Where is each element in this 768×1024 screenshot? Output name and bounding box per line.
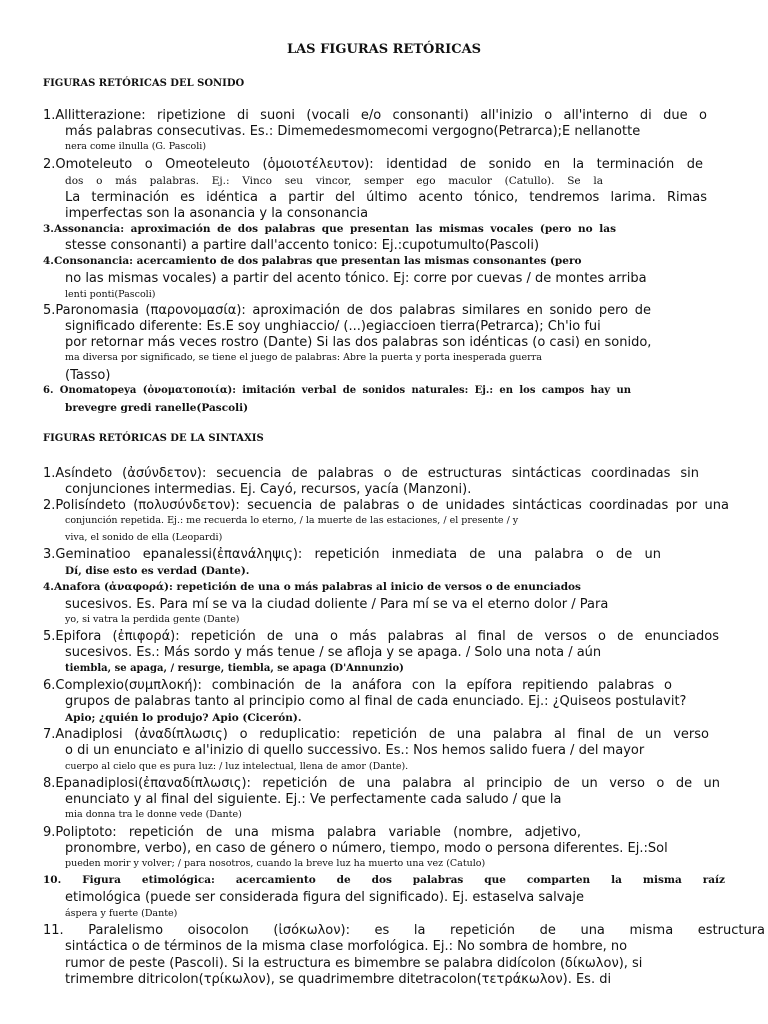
text-line: 4.Consonancia: acercamiento de dos palabras que presentan las mismas consonantes (pero bbox=[43, 255, 582, 267]
text-line: tiembla, se apaga, / resurge, tiembla, se apaga (D'Annunzio) bbox=[65, 663, 404, 674]
text-line: viva, el sonido de ella (Leopardi) bbox=[65, 532, 223, 543]
text-line: trimembre ditricolon(τρίκωλον), se quadrimembre ditetracolon(τετράκωλον). Es. di bbox=[65, 972, 612, 987]
text-line: (Tasso) bbox=[65, 368, 111, 383]
text-line: 1.Allitterazione: ripetizione di suoni (vocali e/o consonanti) all'inizio o all'interno di due o bbox=[43, 108, 707, 123]
text-line: o di un enunciato e al'inizio di quello successivo. Es.: Nos hemos salido fuera / del mayor bbox=[65, 743, 645, 758]
text-line: 10. Figura etimológica: acercamiento de dos palabras que comparten la misma raíz bbox=[43, 874, 725, 886]
text-line: dos o más palabras. Ej.: Vinco seu vincor, semper ego maculor (Catullo). Se la bbox=[65, 175, 603, 187]
text-line: nera come ilnulla (G. Pascoli) bbox=[65, 141, 207, 152]
text-line: conjunciones intermedias. Ej. Cayó, recursos, yacía (Manzoni). bbox=[65, 482, 472, 497]
text-line: 11. Paralelismo oisocolon (ἰσόκωλον): es la repetición de una misma estructura bbox=[43, 923, 765, 938]
text-line: La terminación es idéntica a partir del último acento tónico, tendremos larima. Rimas bbox=[65, 190, 707, 205]
text-line: 3.Assonancia: aproximación de dos palabras que presentan las mismas vocales (pero no las bbox=[43, 223, 616, 235]
text-line: enunciato y al final del siguiente. Ej.: Ve perfectamente cada saludo / que la bbox=[65, 792, 562, 807]
text-line: áspera y fuerte (Dante) bbox=[65, 908, 178, 919]
text-line: 6. Onomatopeya (ὀνοματοποιία): imitación verbal de sonidos naturales: Ej.: en los campos hay un bbox=[43, 385, 631, 396]
text-line: ma diversa por significado, se tiene el juego de palabras: Abre la puerta y porta inesperada guerra bbox=[65, 352, 542, 363]
text-line: 2.Omoteleuto o Omeoteleuto (ὁμοιοτέλευτον): identidad de sonido en la terminación de bbox=[43, 157, 703, 172]
text-line: Dí, dise esto es verdad (Dante). bbox=[65, 565, 250, 577]
text-line: yo, si vatra la perdida gente (Dante) bbox=[65, 614, 240, 625]
text-line: brevegre gredi ranelle(Pascoli) bbox=[65, 402, 249, 414]
text-line: más palabras consecutivas. Es.: Dimemedesmomecomi vergogno(Petrarca);E nellanotte bbox=[65, 124, 641, 139]
text-line: 5.Epifora (ἐπιφορά): repetición de una o más palabras al final de versos o de enunciados bbox=[43, 629, 719, 644]
text-line: por retornar más veces rostro (Dante) Si las dos palabras son idénticas (o casi) en sonido, bbox=[65, 335, 652, 350]
text-line: 7.Anadiplosi (ἀναδίπλωσις) o reduplicatio: repetición de una palabra al final de un verso bbox=[43, 727, 709, 742]
text-line: sintáctica o de términos de la misma clase morfológica. Ej.: No sombra de hombre, no bbox=[65, 939, 628, 954]
text-line: cuerpo al cielo que es pura luz: / luz intelectual, llena de amor (Dante). bbox=[65, 761, 409, 772]
text-line: grupos de palabras tanto al principio como al final de cada enunciado. Ej.: ¿Quiseos postulavit? bbox=[65, 694, 687, 709]
text-line: 5.Paronomasia (παρονομασία): aproximación de dos palabras similares en sonido pero de bbox=[43, 303, 651, 318]
text-line: 3.Geminatioo epanalessi(ἐπανάληψις): repetición inmediata de una palabra o de un bbox=[43, 547, 661, 562]
text-line: etimológica (puede ser considerada figura del significado). Ej. estaselva salvaje bbox=[65, 890, 584, 905]
text-line: no las mismas vocales) a partir del acento tónico. Ej: corre por cuevas / de montes arriba bbox=[65, 271, 647, 286]
text-line: conjunción repetida. Ej.: me recuerda lo eterno, / la muerte de las estaciones, / el presente / y bbox=[65, 515, 519, 526]
text-line: pueden morir y volver; / para nosotros, cuando la breve luz ha muerto una vez (Catulo) bbox=[65, 858, 486, 869]
page-title: LAS FIGURAS RETÓRICAS bbox=[286, 42, 482, 57]
section-heading-sonido: FIGURAS RETÓRICAS DEL SONIDO bbox=[43, 78, 245, 89]
text-line: 8.Epanadiplosi(ἐπαναδίπλωσις): repetición de una palabra al principio de un verso o de un bbox=[43, 776, 720, 791]
text-line: significado diferente: Es.E soy unghiaccio/ (...)egiaccioen tierra(Petrarca); Ch'io fui bbox=[65, 319, 601, 334]
text-line: 6.Complexio(συμπλοκή): combinación de la anáfora con la epífora repitiendo palabras o bbox=[43, 678, 672, 693]
text-line: sucesivos. Es.: Más sordo y más tenue / se afloja y se apaga. / Solo una nota / aún bbox=[65, 645, 602, 660]
text-line: 4.Anafora (ἀναφορά): repetición de una o más palabras al inicio de versos o de enunciados bbox=[43, 581, 581, 593]
section-heading-sintaxis: FIGURAS RETÓRICAS DE LA SINTAXIS bbox=[43, 433, 264, 444]
text-line: 2.Polisíndeto (πολυσύνδετον): secuencia de palabras o de unidades sintácticas coordinadas por una bbox=[43, 498, 729, 513]
text-line: mia donna tra le donne vede (Dante) bbox=[65, 809, 242, 820]
text-line: pronombre, verbo), en caso de género o número, tiempo, modo o persona diferentes. Ej.:Sol bbox=[65, 841, 668, 856]
text-line: stesse consonanti) a partire dall'accento tonico: Ej.:cupotumulto(Pascoli) bbox=[65, 238, 540, 253]
text-line: 1.Asíndeto (ἀσύνδετον): secuencia de palabras o de estructuras sintácticas coordinadas sin bbox=[43, 466, 699, 481]
text-line: rumor de peste (Pascoli). Si la estructura es bimembre se palabra didícolon (δίκωλον), si bbox=[65, 956, 643, 971]
text-line: 9.Poliptoto: repetición de una misma palabra variable (nombre, adjetivo, bbox=[43, 825, 581, 840]
text-line: lenti ponti(Pascoli) bbox=[65, 289, 156, 300]
text-line: Apio; ¿quién lo produjo? Apio (Cicerón). bbox=[65, 712, 302, 724]
text-line: imperfectas son la asonancia y la consonancia bbox=[65, 206, 369, 221]
text-line: sucesivos. Es. Para mí se va la ciudad doliente / Para mí se va el eterno dolor / Para bbox=[65, 597, 609, 612]
